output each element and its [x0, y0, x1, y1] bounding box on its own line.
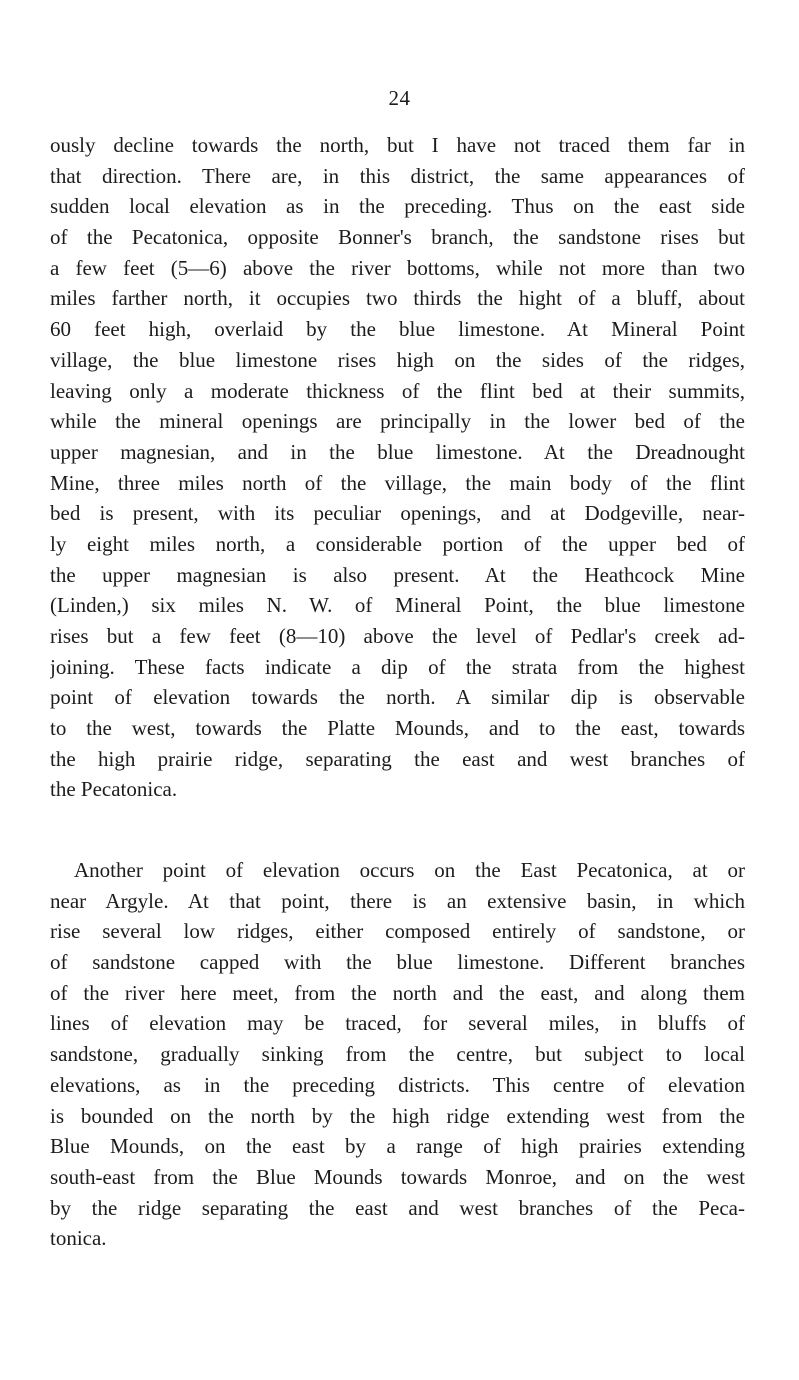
text-line: miles farther north, it occupies two thirds the hight of a bluff, about	[50, 286, 745, 311]
text-line: is bounded on the north by the high ridge extending west from the	[50, 1103, 745, 1128]
text-line: rise several low ridges, either composed entirely of sandstone, or	[50, 919, 745, 944]
text-line: by the ridge separating the east and west branches of the Peca-	[50, 1195, 745, 1220]
text-line: Blue Mounds, on the east by a range of high prairies extending	[50, 1134, 745, 1159]
text-line: elevations, as in the preceding districts. This centre of elevation	[50, 1072, 745, 1097]
text-line: Mine, three miles north of the village, the main body of the flint	[50, 470, 745, 495]
text-line: while the mineral openings are principally in the lower bed of the	[50, 409, 745, 434]
page-number: 24	[388, 86, 411, 110]
text-line: (Linden,) six miles N. W. of Mineral Point, the blue limestone	[50, 593, 745, 618]
text-line: joining. These facts indicate a dip of the strata from the highest	[50, 654, 745, 679]
text-line: Another point of elevation occurs on the East Pecatonica, at or	[74, 858, 745, 882]
text-line: rises but a few feet (8—10) above the level of Pedlar's creek ad-	[50, 624, 745, 648]
text-line: the high prairie ridge, separating the east and west branches of	[50, 746, 745, 771]
text-line: lines of elevation may be traced, for several miles, in bluffs of	[50, 1011, 745, 1036]
text-line: upper magnesian, and in the blue limestone. At the Dreadnought	[50, 439, 745, 464]
text-line: to the west, towards the Platte Mounds, and to the east, towards	[50, 716, 745, 741]
text-line: tonica.	[50, 1226, 107, 1251]
text-line: bed is present, with its peculiar openings, and at Dodgeville, near-	[50, 501, 745, 526]
text-line: of the Pecatonica, opposite Bonner's branch, the sandstone rises but	[50, 225, 745, 250]
text-line: that direction. There are, in this district, the same appearances of	[50, 163, 745, 188]
text-line: of the river here meet, from the north and the east, and along them	[50, 980, 745, 1005]
text-line: of sandstone capped with the blue limestone. Different branches	[50, 950, 745, 975]
text-line: the Pecatonica.	[50, 777, 178, 802]
text-line: point of elevation towards the north. A similar dip is observable	[50, 685, 745, 710]
text-line: a few feet (5—6) above the river bottoms, while not more than two	[50, 255, 745, 280]
paragraph-2	[50, 855, 745, 1254]
text-line: 60 feet high, overlaid by the blue limestone. At Mineral Point	[50, 317, 745, 342]
text-line: village, the blue limestone rises high on the sides of the ridges,	[50, 347, 745, 372]
text-line: ously decline towards the north, but I have not traced them far in	[50, 133, 745, 157]
text-line: near Argyle. At that point, there is an extensive basin, in which	[50, 888, 745, 913]
text-line: south-east from the Blue Mounds towards Monroe, and on the west	[50, 1164, 745, 1189]
text-line: the upper magnesian is also present. At the Heathcock Mine	[50, 562, 745, 587]
text-line: sudden local elevation as in the preceding. Thus on the east side	[50, 194, 745, 219]
text-line: sandstone, gradually sinking from the centre, but subject to local	[50, 1042, 745, 1067]
paragraph-1	[50, 130, 745, 805]
text-line: ly eight miles north, a considerable portion of the upper bed of	[50, 531, 745, 556]
text-line: leaving only a moderate thickness of the flint bed at their summits,	[50, 378, 745, 403]
